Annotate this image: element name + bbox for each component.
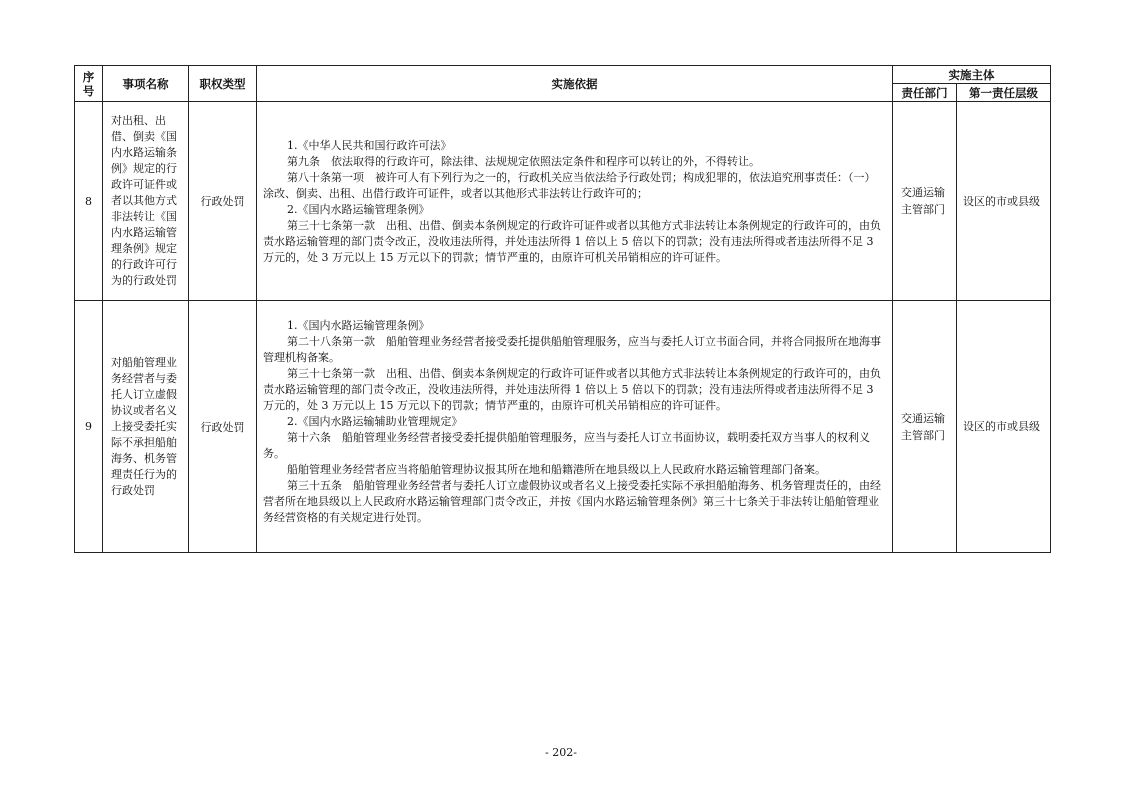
header-level: 第一责任层级 bbox=[957, 84, 1051, 102]
row-basis bbox=[257, 102, 893, 301]
row-responsibility-level: 设区的市或县级 bbox=[957, 102, 1051, 301]
header-name: 事项名称 bbox=[103, 66, 189, 102]
basis-paragraph: 1.《中华人民共和国行政许可法》 bbox=[287, 139, 452, 152]
header-basis: 实施依据 bbox=[257, 66, 893, 102]
basis-paragraph: 第二十八条第一款 船舶管理业务经营者接受委托提供船舶管理服务，应当与委托人订立书面合同，并将合同报所在地海事管理机构备案。 bbox=[263, 335, 881, 364]
row-responsible-dept: 交通运输主管部门 bbox=[893, 102, 957, 301]
header-dept: 责任部门 bbox=[893, 84, 957, 102]
row-responsible-dept: 交通运输主管部门 bbox=[893, 301, 957, 553]
basis-paragraph: 2.《国内水路运输管理条例》 bbox=[287, 203, 430, 216]
enforcement-table bbox=[74, 65, 1051, 553]
basis-paragraph: 第三十五条 船舶管理业务经营者与委托人订立虚假协议或者名义上接受委托实际不承担船舶海务、机务管理责任的，由经营者所在地县级以上人民政府水路运输管理部门责令改正，并按《国内水路运输管理条例》第三十七条关于非法转让船舶管理业务经营资格的有关规定进行处罚。 bbox=[263, 479, 881, 524]
row-power-type: 行政处罚 bbox=[189, 301, 257, 553]
basis-paragraph: 第三十七条第一款 出租、出借、倒卖本条例规定的行政许可证件或者以其他方式非法转让本条例规定的行政许可的，由负责水路运输管理的部门责令改正，没收违法所得，并处违法所得 1 倍以上 5 倍以下的罚款；没有违法所得或者违法所得不足 3 万元的，处 3 万元以上 15 万元以下的罚款；情节严重的，由原许可机关吊销相应的许可证件。 bbox=[263, 219, 881, 264]
table-row bbox=[75, 301, 1051, 553]
header-subject: 实施主体 bbox=[893, 66, 1051, 84]
header-seq: 序号 bbox=[75, 66, 103, 102]
header-type: 职权类型 bbox=[189, 66, 257, 102]
basis-paragraph: 1.《国内水路运输管理条例》 bbox=[287, 319, 430, 332]
row-basis bbox=[257, 301, 893, 553]
basis-paragraph: 船舶管理业务经营者应当将船舶管理协议报其所在地和船籍港所在地县级以上人民政府水路运输管理部门备案。 bbox=[287, 463, 826, 476]
page-number: - 202- bbox=[545, 746, 577, 759]
row-power-type: 行政处罚 bbox=[189, 102, 257, 301]
basis-paragraph: 第九条 依法取得的行政许可，除法律、法规规定依照法定条件和程序可以转让的外，不得转让。 bbox=[287, 155, 760, 168]
row-seq: 8 bbox=[75, 102, 103, 301]
basis-paragraph: 第八十条第一项 被许可人有下列行为之一的，行政机关应当依法给予行政处罚；构成犯罪的，依法追究刑事责任：（一）涂改、倒卖、出租、出借行政许可证件，或者以其他形式非法转让行政许可的； bbox=[263, 171, 876, 200]
table-row bbox=[75, 102, 1051, 301]
basis-paragraph: 2.《国内水路运输辅助业管理规定》 bbox=[287, 415, 463, 428]
row-item-name: 对船舶管理业务经营者与委托人订立虚假协议或者名义上接受委托实际不承担船舶海务、机务管理责任行为的行政处罚 bbox=[103, 301, 189, 553]
basis-paragraph: 第三十七条第一款 出租、出借、倒卖本条例规定的行政许可证件或者以其他方式非法转让本条例规定的行政许可的，由负责水路运输管理的部门责令改正，没收违法所得，并处违法所得 1 倍以上 5 倍以下的罚款；没有违法所得或者违法所得不足 3 万元的，处 3 万元以上 15 万元以下的罚款；情节严重的，由原许可机关吊销相应的许可证件。 bbox=[263, 367, 881, 412]
row-responsibility-level: 设区的市或县级 bbox=[957, 301, 1051, 553]
row-item-name: 对出租、出借、倒卖《国内水路运输条例》规定的行政许可证件或者以其他方式非法转让《国内水路运输管理条例》规定的行政许可行为的行政处罚 bbox=[103, 102, 189, 301]
row-seq: 9 bbox=[75, 301, 103, 553]
basis-paragraph: 第十六条 船舶管理业务经营者接受委托提供船舶管理服务，应当与委托人订立书面协议，载明委托双方当事人的权利义务。 bbox=[263, 431, 870, 460]
